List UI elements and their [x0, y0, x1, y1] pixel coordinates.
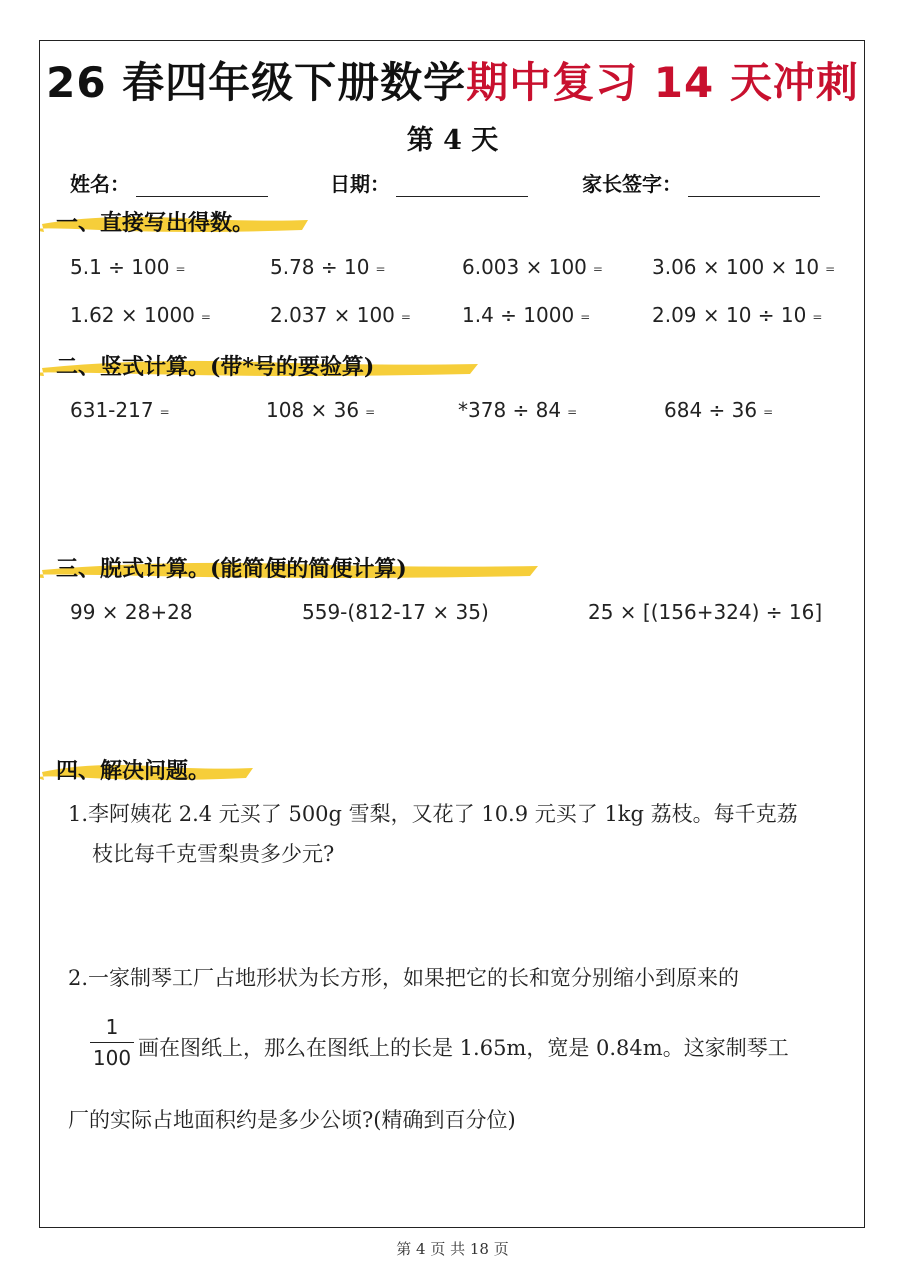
- s1-item: 5.78 ÷ 10 =: [270, 255, 386, 279]
- problem-1: [68, 794, 858, 874]
- fraction-bar: [90, 1042, 134, 1043]
- name-field[interactable]: [70, 168, 268, 197]
- problem-2-line-1: 2.一家制琴工厂占地形状为长方形，如果把它的长和宽分别缩小到原来的: [68, 966, 740, 990]
- s1-item: 1.4 ÷ 1000 =: [462, 303, 591, 327]
- section-4-title: 四、解决问题。: [56, 758, 211, 784]
- s1-item: 6.003 × 100 =: [462, 255, 603, 279]
- date-field[interactable]: [330, 168, 528, 197]
- date-label: 日期：: [330, 172, 390, 196]
- s2-item: 631-217 =: [70, 398, 170, 422]
- parent-signature-field[interactable]: [582, 168, 820, 197]
- parent-signature-label: 家长签字：: [582, 172, 682, 196]
- s3-item: 25 × [(156+324) ÷ 16]: [588, 600, 823, 624]
- name-label: 姓名：: [70, 172, 130, 196]
- fraction-one-hundredth: [90, 1014, 134, 1071]
- section-2-title: 二、竖式计算。(带*号的要验算): [56, 354, 375, 380]
- s1-item: 1.62 × 1000 =: [70, 303, 211, 327]
- s2-item: 108 × 36 =: [266, 398, 376, 422]
- title-grade: 26 春四年级下册数学: [46, 58, 467, 107]
- fraction-numerator: 1: [105, 1015, 119, 1039]
- s2-item: *378 ÷ 84 =: [458, 398, 578, 422]
- section-3-title: 三、脱式计算。(能简便的简便计算): [56, 556, 407, 582]
- s3-item: 559-(812-17 × 35): [302, 600, 489, 624]
- s2-item: 684 ÷ 36 =: [664, 398, 774, 422]
- problem-2-line-3: 厂的实际占地面积约是多少公顷?(精确到百分位): [68, 1108, 516, 1132]
- s3-item: 99 × 28+28: [70, 600, 193, 624]
- section-1-title: 一、直接写出得数。: [56, 210, 255, 236]
- fraction-denominator: 100: [92, 1046, 132, 1070]
- title-review: 期中复习 14 天冲刺: [466, 58, 859, 107]
- s1-item: 3.06 × 100 × 10 =: [652, 255, 836, 279]
- problem-1-line-2: 枝比每千克雪梨贵多少元?: [92, 842, 335, 866]
- date-blank[interactable]: [396, 176, 528, 197]
- problem-2-line-2: 画在图纸上，那么在图纸上的长是 1.65m，宽是 0.84m。这家制琴工: [138, 1036, 789, 1060]
- s1-item: 5.1 ÷ 100 =: [70, 255, 186, 279]
- name-blank[interactable]: [136, 176, 268, 197]
- page-title: [0, 50, 905, 110]
- problem-1-line-1: 1.李阿姨花 2.4 元买了 500g 雪梨，又花了 10.9 元买了 1kg 荔枝。每千克荔: [68, 802, 798, 826]
- page-footer: 第 4 页 共 18 页: [396, 1240, 509, 1258]
- s1-item: 2.037 × 100 =: [270, 303, 411, 327]
- day-label: 第 4 天: [406, 125, 499, 156]
- s1-item: 2.09 × 10 ÷ 10 =: [652, 303, 823, 327]
- parent-signature-blank[interactable]: [688, 176, 820, 197]
